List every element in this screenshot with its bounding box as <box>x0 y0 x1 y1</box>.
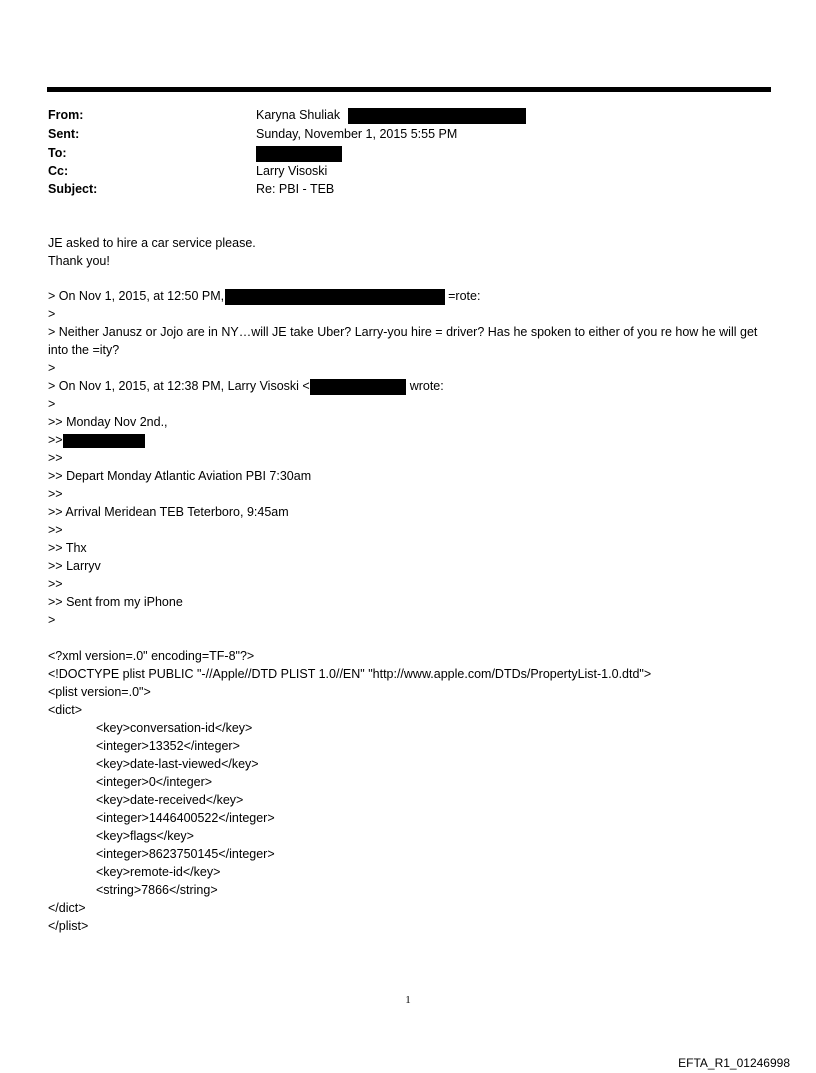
to-label: To: <box>48 146 67 160</box>
plist-entry: <key>date-last-viewed</key> <box>96 757 259 771</box>
plist-entry: <key>flags</key> <box>96 829 194 843</box>
body-line: JE asked to hire a car service please. <box>48 236 256 250</box>
from-name: Karyna Shuliak <box>256 108 341 122</box>
quote-marker: >> <box>48 523 63 537</box>
plist-entry: <key>conversation-id</key> <box>96 721 253 735</box>
quote-header-suffix: wrote: <box>409 379 444 393</box>
plist-line: </plist> <box>48 919 89 933</box>
from-label: From: <box>48 108 84 122</box>
quote-line: >> Sent from my iPhone <box>48 595 183 609</box>
quote-header <box>48 287 480 305</box>
sent-label: Sent: <box>48 127 80 141</box>
quote-line: >> Arrival Meridean TEB Teterboro, 9:45am <box>48 505 289 519</box>
redaction-bar <box>310 379 406 395</box>
redaction-bar <box>225 289 445 305</box>
header-rule <box>47 87 771 92</box>
redaction-bar <box>348 108 526 124</box>
quote-header-prefix: > On Nov 1, 2015, at 12:38 PM, Larry Visoski < <box>48 379 310 393</box>
quote-marker: > <box>48 307 56 321</box>
quote-line: >> Larryv <box>48 559 101 573</box>
plist-line: <?xml version=.0" encoding=TF-8"?> <box>48 649 255 663</box>
plist-entry: <key>date-received</key> <box>96 793 244 807</box>
plist-line: <!DOCTYPE plist PUBLIC "-//Apple//DTD PLIST 1.0//EN" "http://www.apple.com/DTDs/PropertyList-1.0.dtd"> <box>48 667 652 681</box>
plist-entry: <key>remote-id</key> <box>96 865 221 879</box>
quote-line: >> Depart Monday Atlantic Aviation PBI 7:30am <box>48 469 312 483</box>
quote-line-prefix: >> <box>48 433 63 447</box>
plist-entry: <integer>0</integer> <box>96 775 213 789</box>
plist-entry: <integer>1446400522</integer> <box>96 811 275 825</box>
quote-line: >> Monday Nov 2nd., <box>48 415 168 429</box>
quote-marker: > <box>48 613 56 627</box>
quote-marker: >> <box>48 487 63 501</box>
quote-header-prefix: > On Nov 1, 2015, at 12:50 PM, <box>48 289 225 303</box>
quote-marker: > <box>48 397 56 411</box>
quote-header <box>48 377 444 395</box>
redaction-bar <box>63 434 145 448</box>
cc-label: Cc: <box>48 164 69 178</box>
plist-line: </dict> <box>48 901 86 915</box>
plist-entry: <string>7866</string> <box>96 883 218 897</box>
body-line: Thank you! <box>48 254 110 268</box>
sent-value: Sunday, November 1, 2015 5:55 PM <box>256 127 458 141</box>
plist-line: <dict> <box>48 703 83 717</box>
from-value <box>256 106 526 124</box>
quote-header-suffix: =rote: <box>448 289 481 303</box>
subject-label: Subject: <box>48 182 98 196</box>
page-number: 1 <box>405 994 411 1006</box>
plist-entry: <integer>8623750145</integer> <box>96 847 275 861</box>
plist-entry: <integer>13352</integer> <box>96 739 240 753</box>
subject-value: Re: PBI - TEB <box>256 182 335 196</box>
quote-line <box>48 431 145 449</box>
cc-value: Larry Visoski <box>256 164 328 178</box>
quote-line: >> Thx <box>48 541 87 555</box>
plist-line: <plist version=.0"> <box>48 685 151 699</box>
quote-marker: >> <box>48 451 63 465</box>
redaction-bar <box>256 146 342 162</box>
to-value <box>256 144 342 162</box>
quote-marker: > <box>48 361 56 375</box>
bates-stamp: EFTA_R1_01246998 <box>678 1056 790 1070</box>
quote-marker: >> <box>48 577 63 591</box>
quote-text: > Neither Janusz or Jojo are in NY…will JE take Uber? Larry-you hire = driver? Has he spoken to either of you re how he will get into the =ity? <box>48 325 758 357</box>
